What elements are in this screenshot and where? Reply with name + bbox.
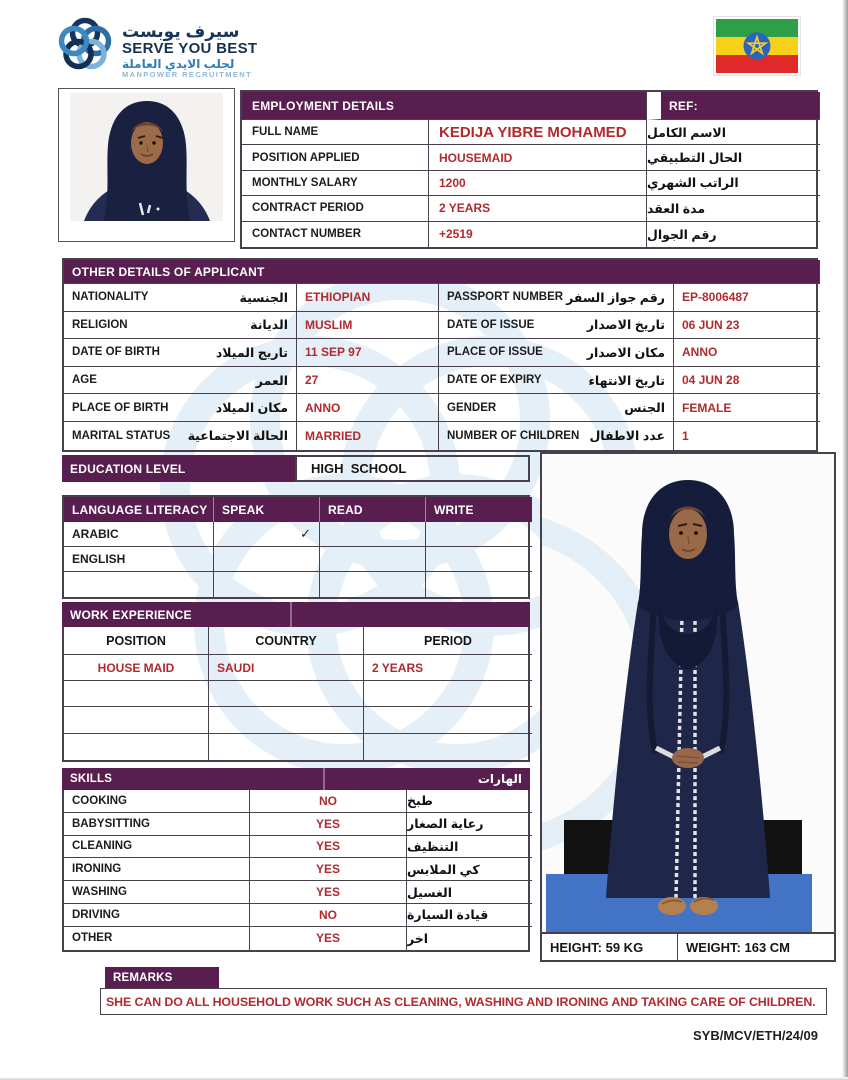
- skill-label-arabic: قيادة السيارة: [407, 904, 532, 927]
- language-literacy-table: [62, 495, 530, 599]
- field-label: [439, 284, 674, 312]
- column-header: POSITION: [64, 627, 209, 655]
- field-label-arabic: الاسم الكامل: [647, 120, 820, 145]
- write-check-cell: [426, 547, 532, 572]
- period-cell: 2 YEARS: [364, 655, 532, 681]
- skill-label-arabic: التنظيف: [407, 836, 532, 859]
- weight-stat: WEIGHT: 163 CM: [686, 939, 791, 955]
- field-value: 11 SEP 97: [297, 339, 439, 367]
- field-label: [64, 312, 297, 340]
- portrait-photo-image: [70, 93, 223, 221]
- ethiopia-flag-icon: [716, 19, 798, 73]
- ref-header: REF:: [647, 92, 820, 120]
- employment-details-header: EMPLOYMENT DETAILS: [242, 92, 647, 120]
- skill-label: CLEANING: [64, 836, 250, 859]
- applicant-portrait-photo: [58, 88, 235, 242]
- field-label: [64, 284, 297, 312]
- skills-title-arabic: الهارات: [477, 772, 522, 786]
- education-level-row: [62, 455, 530, 482]
- field-label-arabic: الجنس: [624, 401, 665, 416]
- position-cell: [64, 681, 209, 707]
- country-cell: [209, 707, 364, 733]
- position-cell: HOUSE MAID: [64, 655, 209, 681]
- field-label-en: DATE OF EXPIRY: [447, 374, 542, 387]
- skill-label-arabic: رعاية الصغار: [407, 813, 532, 836]
- language-name: ENGLISH: [64, 547, 214, 572]
- agency-logo: [54, 12, 344, 90]
- agency-logo-icon: [54, 12, 116, 78]
- field-value: 04 JUN 28: [674, 367, 820, 395]
- agency-name: SERVE YOU BEST: [122, 40, 258, 58]
- field-value: 2 YEARS: [429, 196, 647, 221]
- header-divider: [323, 768, 325, 790]
- field-label: CONTACT NUMBER: [242, 222, 429, 247]
- field-value: 06 JUN 23: [674, 312, 820, 340]
- field-label-en: PASSPORT NUMBER: [447, 291, 564, 304]
- skills-title: SKILLS: [70, 773, 113, 785]
- header-divider: [290, 602, 292, 627]
- country-cell: SAUDI: [209, 655, 364, 681]
- height-stat: HEIGHT: 59 KG: [542, 934, 678, 960]
- period-cell: [364, 681, 532, 707]
- field-value: MUSLIM: [297, 312, 439, 340]
- field-label-en: DATE OF BIRTH: [72, 346, 160, 359]
- education-level-value: HIGH SCHOOL: [295, 455, 530, 482]
- skill-label: OTHER: [64, 927, 250, 950]
- skill-value: YES: [250, 813, 407, 836]
- field-label: POSITION APPLIED: [242, 145, 429, 170]
- period-cell: [364, 734, 532, 760]
- work-experience-table: [62, 627, 530, 762]
- field-label-arabic: الحال التطبيقي: [647, 145, 820, 170]
- field-label-en: DATE OF ISSUE: [447, 318, 535, 331]
- field-label-arabic: الجنسية: [239, 290, 288, 305]
- remarks-header: REMARKS: [105, 967, 219, 988]
- position-cell: [64, 707, 209, 733]
- body-stats-row: [542, 932, 834, 960]
- field-label-en: MARITAL STATUS: [72, 429, 171, 442]
- field-label: FULL NAME: [242, 120, 429, 145]
- field-value: ETHIOPIAN: [297, 284, 439, 312]
- write-check-cell: [426, 572, 532, 597]
- field-label-arabic: مكان الميلاد: [215, 401, 288, 416]
- column-header: READ: [320, 497, 426, 522]
- field-label-arabic: مكان الاصدار: [586, 345, 665, 360]
- field-label-arabic: تاريج الميلاد: [215, 345, 288, 360]
- agency-tagline-arabic: لجلب الايدي العاملة: [122, 57, 235, 71]
- field-label-arabic: مدة العقد: [647, 196, 820, 221]
- field-value: HOUSEMAID: [429, 145, 647, 170]
- remarks-box: [100, 988, 827, 1015]
- work-experience-title: WORK EXPERIENCE: [70, 607, 192, 622]
- full-body-photo-image: [542, 454, 834, 934]
- read-check-cell: [320, 572, 426, 597]
- language-name: [64, 572, 214, 597]
- field-label-en: AGE: [72, 374, 97, 387]
- field-label-arabic: تاريخ الانتهاء: [588, 373, 665, 388]
- skill-value: NO: [250, 790, 407, 813]
- write-check-cell: [426, 522, 532, 547]
- other-details-header: OTHER DETAILS OF APPLICANT: [64, 260, 820, 284]
- field-label-arabic: رقم جواز السفر: [566, 290, 665, 305]
- field-label-en: NUMBER OF CHILDREN: [447, 429, 580, 442]
- read-check-cell: [320, 522, 426, 547]
- position-cell: [64, 734, 209, 760]
- field-label-en: PLACE OF ISSUE: [447, 346, 543, 359]
- field-label: [64, 394, 297, 422]
- skill-label: IRONING: [64, 858, 250, 881]
- field-value: 27: [297, 367, 439, 395]
- skill-label: WASHING: [64, 881, 250, 904]
- flag-star-emblem: [742, 31, 772, 61]
- skill-label: BABYSITTING: [64, 813, 250, 836]
- field-value: ANNO: [297, 394, 439, 422]
- field-label: MONTHLY SALARY: [242, 171, 429, 196]
- scan-edge-right: [842, 0, 848, 1080]
- skill-value: YES: [250, 881, 407, 904]
- remarks-text: SHE CAN DO ALL HOUSEHOLD WORK SUCH AS CLEANING, WASHING AND IRONING AND TAKING CARE OF CHILDREN.: [106, 994, 816, 1009]
- field-label: CONTRACT PERIOD: [242, 196, 429, 221]
- field-label: [64, 367, 297, 395]
- document-reference-code: SYB/MCV/ETH/24/09: [693, 1028, 818, 1043]
- column-header: PERIOD: [364, 627, 532, 655]
- skill-label-arabic: طبخ: [407, 790, 532, 813]
- country-cell: [209, 734, 364, 760]
- full-body-photo-panel: [540, 452, 836, 962]
- field-label-arabic: الحالة الاجتماعية: [187, 429, 288, 444]
- field-label: [64, 422, 297, 450]
- skill-label-arabic: اخر: [407, 931, 429, 946]
- field-label-en: GENDER: [447, 401, 497, 414]
- field-value: 1200: [429, 171, 647, 196]
- field-label-arabic: الراتب الشهري: [647, 171, 820, 196]
- speak-check-cell: ✓: [214, 522, 320, 547]
- field-label-en: PLACE OF BIRTH: [72, 401, 169, 414]
- speak-check-cell: [214, 547, 320, 572]
- skill-value: NO: [250, 904, 407, 927]
- country-cell: [209, 681, 364, 707]
- field-value: +2519: [429, 222, 647, 247]
- speak-check-cell: [214, 572, 320, 597]
- other-details-table: [62, 258, 818, 452]
- field-value: FEMALE: [674, 394, 820, 422]
- field-label-arabic: الديانة: [250, 318, 288, 333]
- skill-value: YES: [250, 836, 407, 859]
- agency-tagline: MANPOWER RECRUITMENT: [122, 70, 253, 80]
- skill-label-arabic: الغسيل: [407, 881, 532, 904]
- column-header: COUNTRY: [209, 627, 364, 655]
- field-label-en: NATIONALITY: [72, 291, 149, 304]
- skill-value: YES: [250, 927, 407, 950]
- field-value: ANNO: [674, 339, 820, 367]
- column-header: WRITE: [426, 497, 532, 522]
- field-value: MARRIED: [297, 422, 439, 450]
- skills-table: [62, 790, 530, 952]
- field-label-arabic: رقم الجوال: [647, 227, 717, 242]
- field-value: EP-8006487: [674, 284, 820, 312]
- field-label: [439, 394, 674, 422]
- field-value: KEDIJA YIBRE MOHAMED: [429, 120, 647, 145]
- skill-value: YES: [250, 858, 407, 881]
- skill-label: COOKING: [64, 790, 250, 813]
- field-label-arabic: العمر: [255, 373, 288, 388]
- field-label-en: RELIGION: [72, 318, 128, 331]
- field-value: 1: [682, 428, 689, 443]
- column-header: LANGUAGE LITERACY: [64, 497, 214, 522]
- agency-logo-text: [122, 12, 257, 90]
- work-experience-header: [62, 602, 530, 627]
- skill-label: DRIVING: [64, 904, 250, 927]
- field-label: [64, 339, 297, 367]
- language-name: ARABIC: [64, 522, 214, 547]
- employment-details-table: [240, 90, 818, 249]
- skill-label-arabic: كي الملابس: [407, 858, 532, 881]
- field-label: [439, 367, 674, 395]
- period-cell: [364, 707, 532, 733]
- field-label-arabic: عدد الاطفال: [589, 429, 665, 444]
- field-label: [439, 312, 674, 340]
- field-label: [439, 339, 674, 367]
- field-label: [439, 422, 674, 450]
- agency-name-arabic: سيرف يوبست: [122, 22, 240, 42]
- skills-header: [62, 768, 530, 790]
- education-level-label: EDUCATION LEVEL: [62, 455, 295, 482]
- field-label-arabic: تاريخ الاصدار: [586, 318, 665, 333]
- read-check-cell: [320, 547, 426, 572]
- column-header: SPEAK: [214, 497, 320, 522]
